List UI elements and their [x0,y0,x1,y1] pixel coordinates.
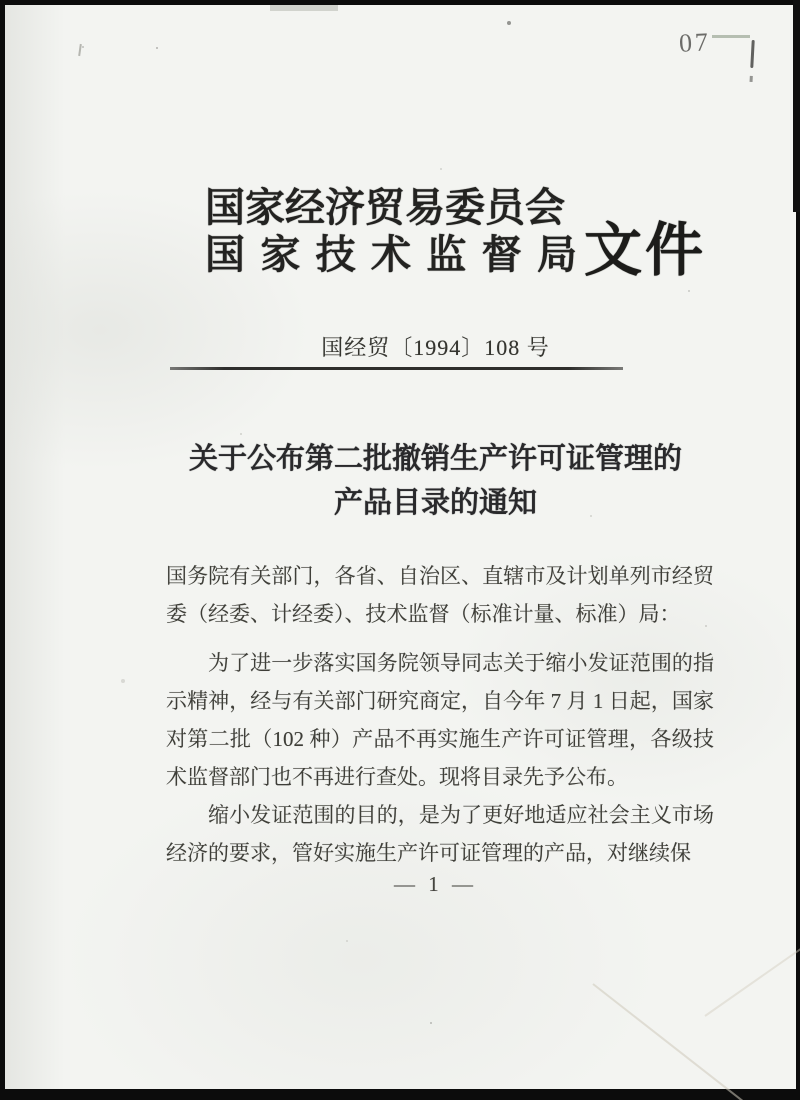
scan-smudge [270,5,338,11]
document-number: 国经贸〔1994〕108 号 [321,335,550,360]
pen-dash-mark [712,35,750,38]
paper-sheet [5,5,796,1089]
body-paragraph-1: 为了进一步落实国务院领导同志关于缩小发证范围的指示精神，经与有关部门研究商定，自今年 7 月 1 日起，国家对第二批（102 种）产品不再实施生产许可证管理，各级技术监督部门也不再进行查处。现将目录先予公布。 [166,651,714,789]
page-number: — 1 — [394,872,477,896]
document-body [166,557,714,872]
paper-crease [592,983,759,1100]
paper-crease [704,941,800,1017]
org-name-line2: 国家技术监督局 [205,232,577,277]
letterhead [205,184,577,278]
doc-type-label: 文件 [584,218,707,283]
salutation-line: 国务院有关部门，各省、自治区、直辖市及计划单列市经贸委（经委、计经委）、技术监督（标准计量、标准）局： [166,564,714,626]
document-title-line2: 产品目录的通知 [333,487,537,519]
org-name-line1: 国家经济贸易委员会 [205,185,565,230]
document-title-line1: 关于公布第二批撤销生产许可证管理的 [188,443,682,475]
scan-edge-shadow [793,0,800,212]
body-paragraph-2: 缩小发证范围的目的，是为了更好地适应社会主义市场经济的要求，管好实施生产许可证管理的产品，对继续保 [166,803,714,865]
document-title [168,437,703,525]
handwritten-number-mark: 07 [678,27,712,58]
letterhead-divider-rule [170,367,623,370]
scan-noise-specks [0,0,2,2]
